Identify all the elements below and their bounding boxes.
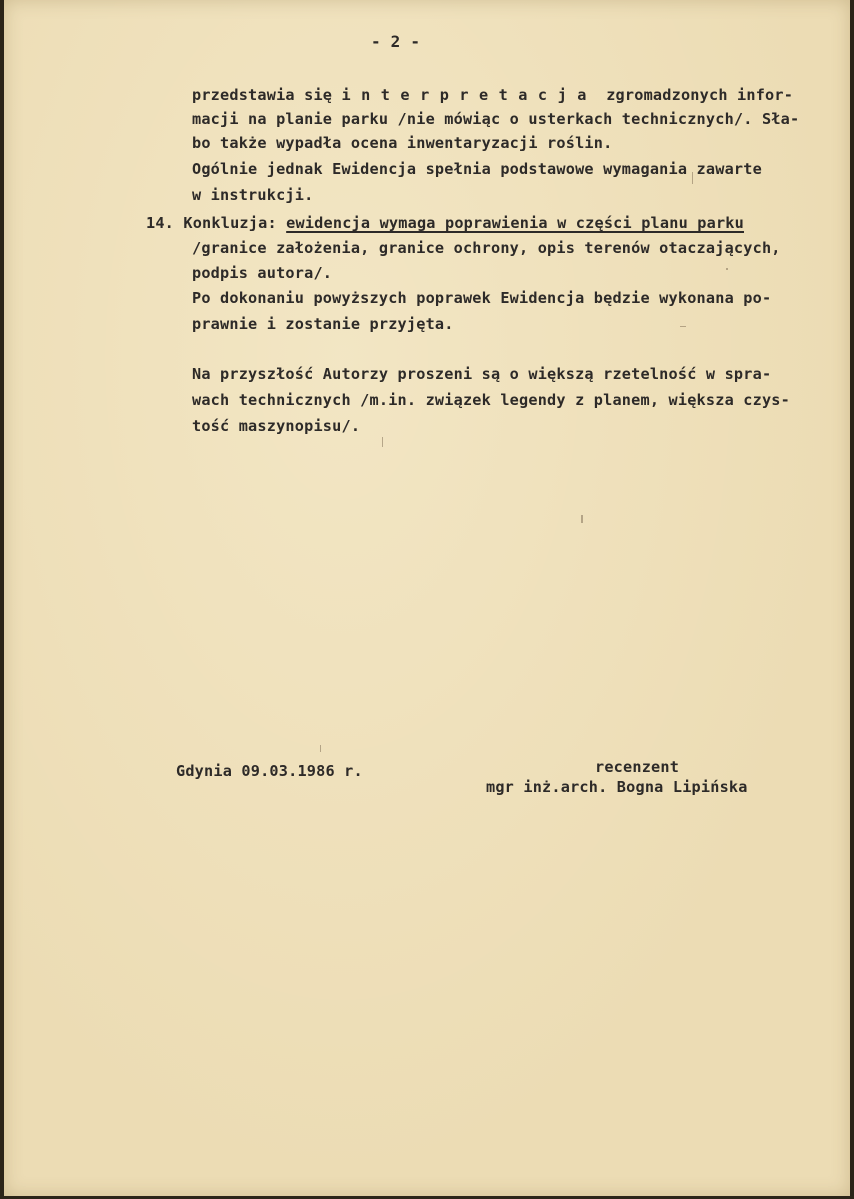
para2-line2: wach technicznych /m.in. związek legendy z planem, większa czys- — [192, 391, 790, 409]
item14-line4: Po dokonaniu powyższych poprawek Ewidencja będzie wykonana po- — [192, 289, 772, 307]
paper-speck — [692, 172, 693, 184]
para1-line2: macji na planie parku /nie mówiąc o usterkach technicznych/. Sła- — [192, 110, 800, 128]
item14-line3: podpis autora/. — [192, 264, 333, 282]
paper-speck — [680, 326, 686, 327]
paper-speck — [320, 745, 321, 752]
para1-line4: Ogólnie jednak Ewidencja spełnia podstawowe wymagania zawarte — [192, 160, 762, 178]
place-date: Gdynia 09.03.1986 r. — [176, 762, 363, 780]
para2-line1: Na przyszłość Autorzy proszeni są o większą rzetelność w spra- — [192, 365, 772, 383]
document-page — [4, 0, 850, 1196]
para1-line3: bo także wypadła ocena inwentaryzacji roślin. — [192, 134, 613, 152]
para1-spaced-word: interpretacja — [341, 86, 597, 104]
item14-line2: /granice założenia, granice ochrony, opis terenów otaczających, — [192, 239, 781, 257]
para1-line1-end: zgromadzonych infor- — [596, 86, 794, 104]
reviewer-name: mgr inż.arch. Bogna Lipińska — [486, 778, 748, 796]
item14-underlined-conclusion: ewidencja wymaga poprawienia w części planu parku — [286, 214, 744, 232]
para1-line1 — [192, 83, 793, 107]
para1-line5: w instrukcji. — [192, 186, 314, 204]
page-number: - 2 - — [371, 32, 421, 51]
paper-speck — [382, 437, 383, 447]
paper-speck — [581, 515, 583, 523]
item14-line5: prawnie i zostanie przyjęta. — [192, 315, 454, 333]
item14-line1 — [146, 211, 744, 235]
para1-line1-start: przedstawia się — [192, 86, 342, 104]
reviewer-role: recenzent — [595, 758, 680, 776]
para2-line3: tość maszynopisu/. — [192, 417, 361, 435]
item14-number: 14. — [146, 214, 175, 232]
item14-label: Konkluzja: — [183, 214, 277, 232]
paper-speck — [726, 268, 728, 270]
